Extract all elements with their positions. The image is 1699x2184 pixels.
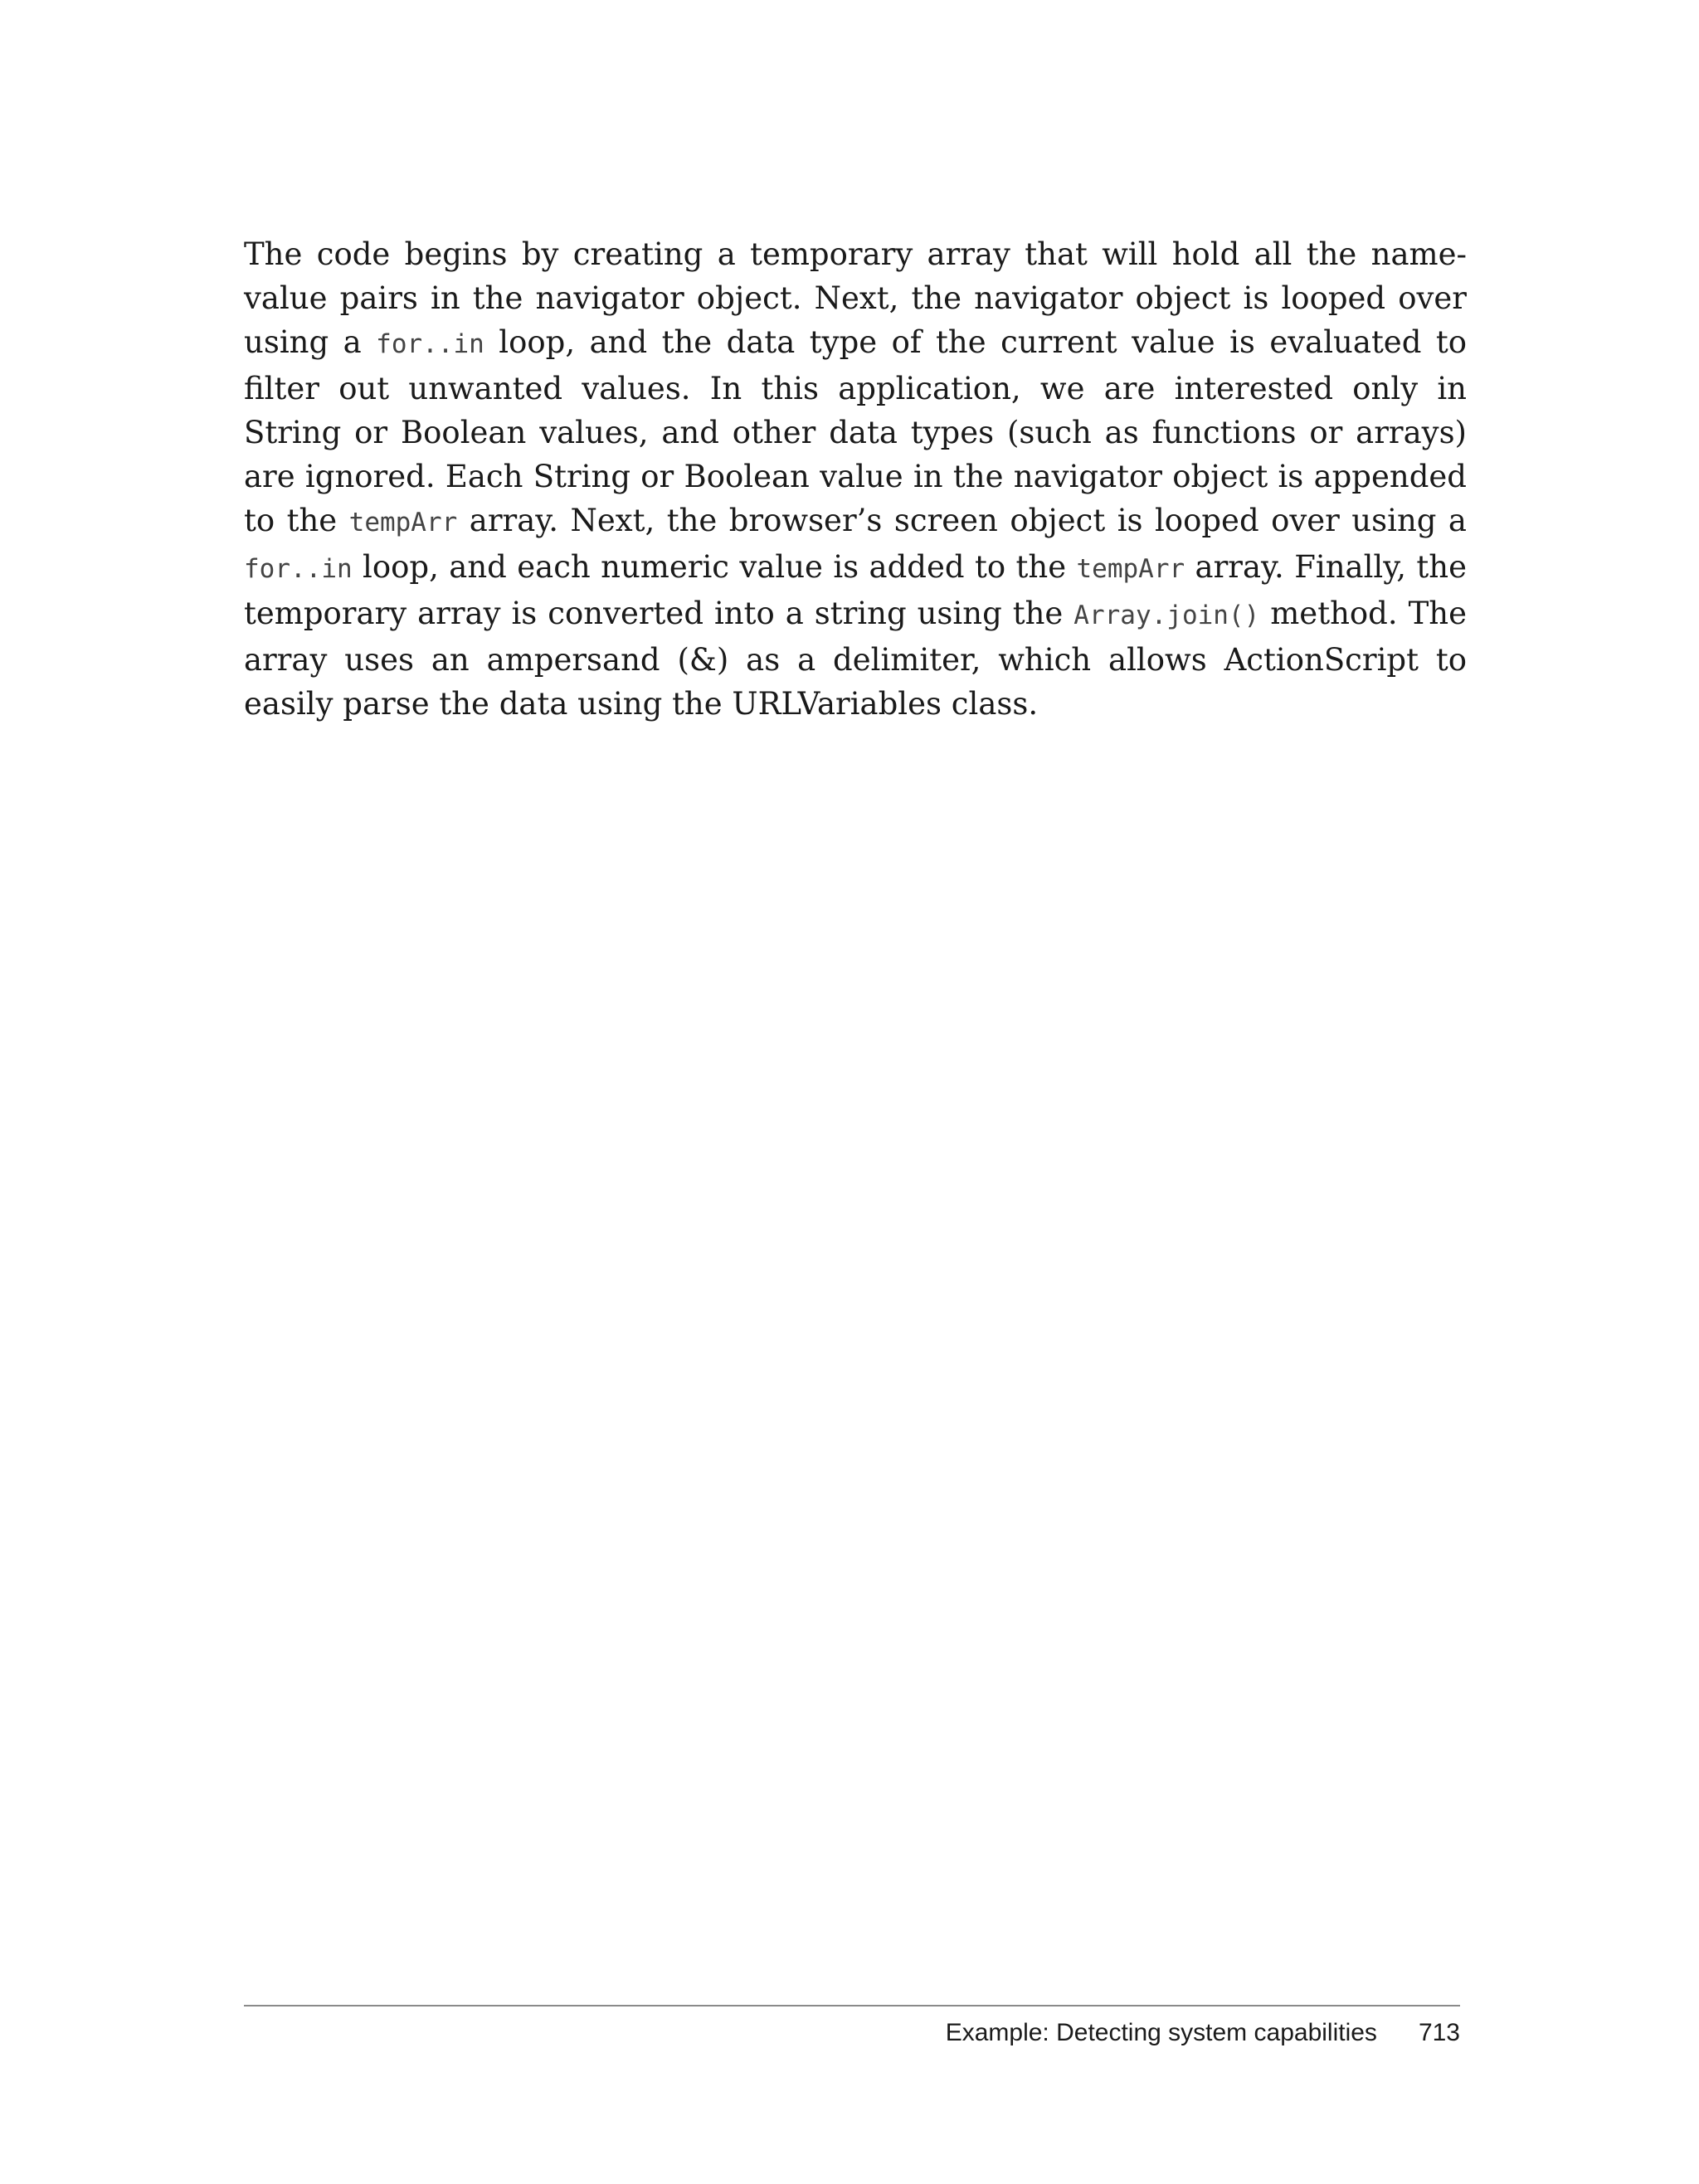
inline-code: for..in (244, 554, 353, 584)
text-run: array. Next, the browser’s screen object is looped over using a (457, 503, 1467, 538)
text-run: loop, and each numeric value is added to the (352, 549, 1077, 585)
text-run: array. Finally, the temporary array is converted into a string using the (244, 549, 1467, 631)
inline-code: tempArr (348, 508, 458, 537)
page-footer (244, 2019, 1460, 2047)
text-run: loop, and the data type of the current value is evaluated to filter out unwanted values. In this application, we are interested only in String or Boolean values, and other data types (such as functions or arrays) are ignored. Each String or Boolean value in the navigator object is appended to the (244, 324, 1467, 538)
page-number: 713 (1418, 2019, 1460, 2046)
text-run: method. The array uses an ampersand (&) as a delimiter, which allows ActionScript to easily parse the data using the URLVariables class. (244, 596, 1467, 722)
inline-code: for..in (376, 329, 484, 359)
running-title: Example: Detecting system capabilities (945, 2019, 1377, 2046)
inline-code: tempArr (1076, 554, 1185, 584)
body-paragraph (244, 232, 1467, 726)
footer-divider (244, 2005, 1460, 2006)
inline-code: Array.join() (1073, 601, 1260, 630)
text-run: The code begins by creating a temporary array that will hold all the name-value pairs in the navigator object. Next, the navigator object is looped over using a (244, 236, 1467, 360)
